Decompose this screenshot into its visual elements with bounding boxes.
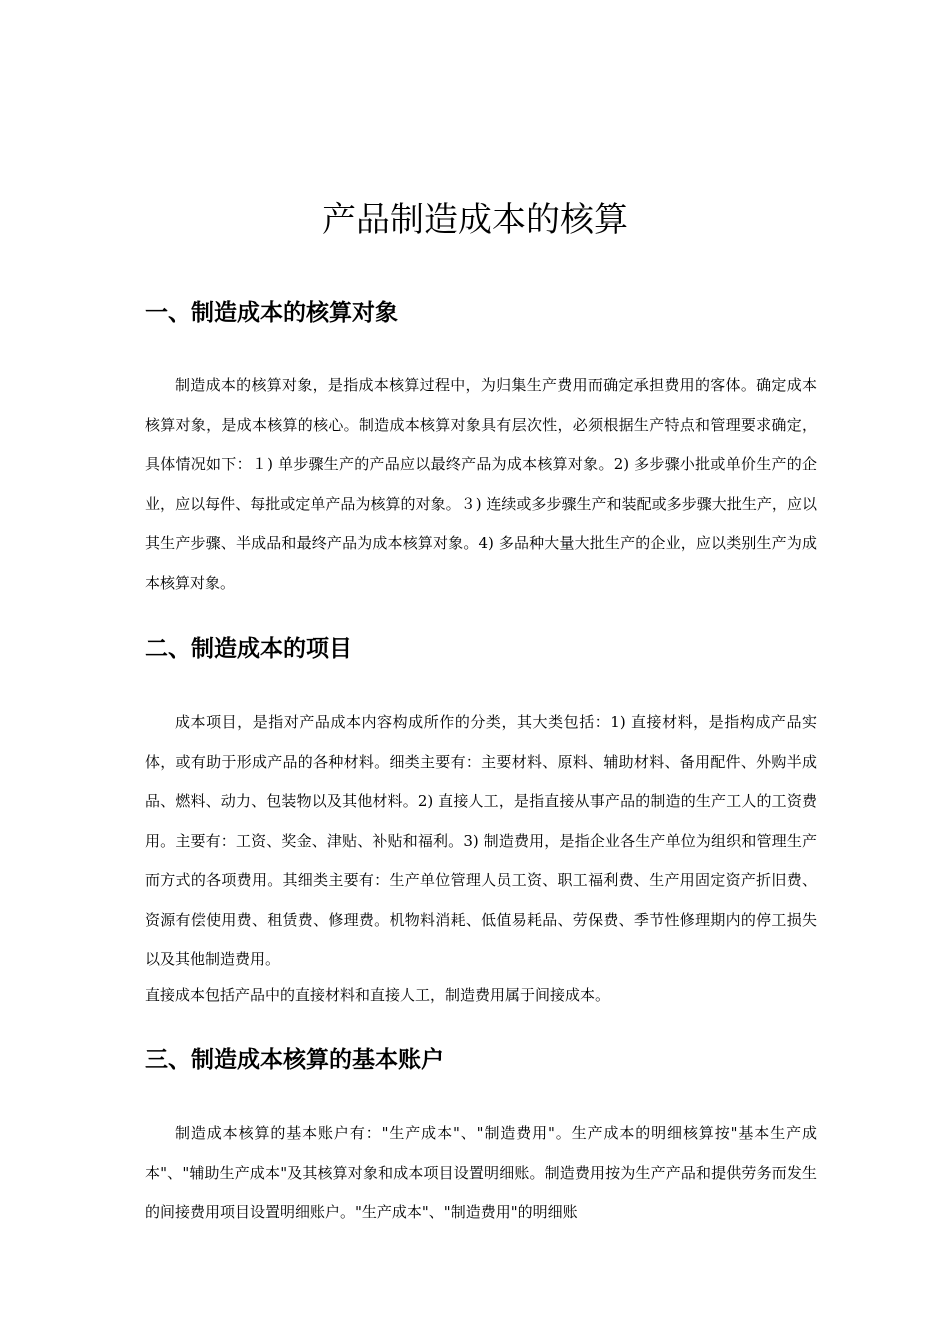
section-heading-3: 三、制造成本核算的基本账户	[145, 1047, 444, 1073]
page-title: 产品制造成本的核算	[322, 200, 628, 240]
section-heading-1: 一、制造成本的核算对象	[145, 300, 398, 326]
section-1-paragraph: 制造成本的核算对象，是指成本核算过程中，为归集生产费用而确定承担费用的客体。确定成本核算对象，是成本核算的核心。制造成本核算对象具有层次性，必须根据生产特点和管理要求确定，具体情况如下：１) 单步骤生产的产品应以最终产品为成本核算对象。2) 多步骤小批或单价生产的企业，应以每件、每批或定单产品为核算的对象。３) 连续或多步骤生产和装配或多步骤大批生产，应以其生产步骤、半成品和最终产品为成本核算对象。4) 多品种大量大批生产的企业，应以类别生产为成本核算对象。	[145, 376, 817, 592]
section-heading-2: 二、制造成本的项目	[145, 636, 352, 662]
section-3-paragraph: 制造成本核算的基本账户有："生产成本"、"制造费用"。生产成本的明细核算按"基本生产成本"、"辅助生产成本"及其核算对象和成本项目设置明细账。制造费用按为生产产品和提供劳务而发生的间接费用项目设置明细账户。"生产成本"、"制造费用"的明细账	[145, 1124, 817, 1221]
section-2-paragraph-note: 直接成本包括产品中的直接材料和直接人工，制造费用属于间接成本。	[145, 986, 611, 1004]
section-2-paragraph: 成本项目，是指对产品成本内容构成所作的分类，其大类包括：1) 直接材料，是指构成产品实体，或有助于形成产品的各种材料。细类主要有：主要材料、原料、辅助材料、备用配件、外购半成品、燃料、动力、包装物以及其他材料。2) 直接人工，是指直接从事产品的制造的生产工人的工资费用。主要有：工资、奖金、津贴、补贴和福利。3) 制造费用，是指企业各生产单位为组织和管理生产而方式的各项费用。其细类主要有：生产单位管理人员工资、职工福利费、生产用固定资产折旧费、资源有偿使用费、租赁费、修理费。机物料消耗、低值易耗品、劳保费、季节性修理期内的停工损失以及其他制造费用。	[145, 713, 817, 968]
